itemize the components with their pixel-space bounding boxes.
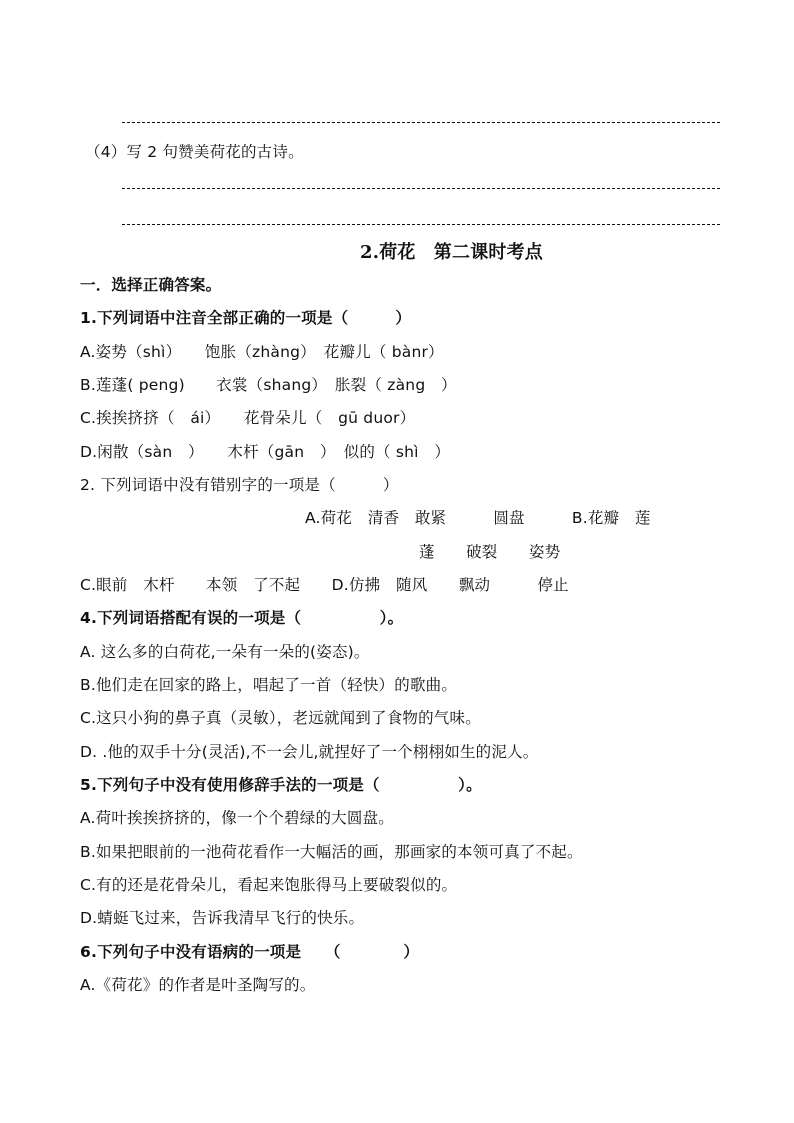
question-5-option-b: B.如果把眼前的一池荷花看作一大幅活的画，那画家的本领可真了不起。: [80, 843, 583, 861]
question-1-option-d: D.闲散（sàn ） 木杆（gān ） 似的（ shì ）: [80, 443, 451, 461]
question-4-option-a: A. 这么多的白荷花,一朵有一朵的(姿态)。: [80, 643, 370, 661]
question-5-option-c: C.有的还是花骨朵儿，看起来饱胀得马上要破裂似的。: [80, 876, 458, 894]
question-4-stem: 4.下列词语搭配有误的一项是（ ）。: [80, 609, 404, 627]
question-2-options-row2: 蓬 破裂 姿势: [419, 543, 561, 561]
question-5-stem: 5.下列句子中没有使用修辞手法的一项是（ ）。: [80, 776, 482, 794]
question-1-option-a: A.姿势（shì） 饱胀（zhàng） 花瓣儿（ bànr）: [80, 343, 444, 361]
question-1-option-c: C.挨挨挤挤（ ái） 花骨朵儿（ gū duor）: [80, 409, 416, 427]
question-4-option-b: B.他们走在回家的路上，唱起了一首（轻快）的歌曲。: [80, 676, 458, 694]
question-5-option-a: A.荷叶挨挨挤挤的，像一个个碧绿的大圆盘。: [80, 809, 394, 827]
question-1-stem: 1.下列词语中注音全部正确的一项是（ ）: [80, 309, 412, 327]
question-2-stem: 2. 下列词语中没有错别字的一项是（ ）: [80, 476, 399, 494]
q4-prompt: （4）写 2 句赞美荷花的古诗。: [85, 143, 304, 161]
answer-line-1: [122, 122, 720, 123]
question-1-option-b: B.莲蓬( peng) 衣裳（shang） 胀裂（ zàng ）: [80, 376, 457, 394]
question-2-options-row1: A.荷花 清香 敢紧 圆盘 B.花瓣 莲: [305, 509, 651, 527]
question-4-option-d: D. .他的双手十分(灵活),不一会儿,就捏好了一个栩栩如生的泥人。: [80, 743, 539, 761]
question-2-options-row3: C.眼前 木杆 本领 了不起 D.仿拂 随风 飘动 停止: [80, 576, 569, 594]
question-6-option-a: A.《荷花》的作者是叶圣陶写的。: [80, 976, 316, 994]
question-5-option-d: D.蜻蜓飞过来，告诉我清早飞行的快乐。: [80, 909, 365, 927]
question-6-stem: 6.下列句子中没有语病的一项是 （ ）: [80, 943, 420, 961]
page-title: 2.荷花 第二课时考点: [360, 242, 543, 263]
answer-line-2: [122, 188, 720, 189]
answer-line-3: [122, 224, 720, 225]
question-4-option-c: C.这只小狗的鼻子真（灵敏），老远就闻到了食物的气味。: [80, 709, 481, 727]
section-heading: 一．选择正确答案。: [80, 276, 222, 294]
